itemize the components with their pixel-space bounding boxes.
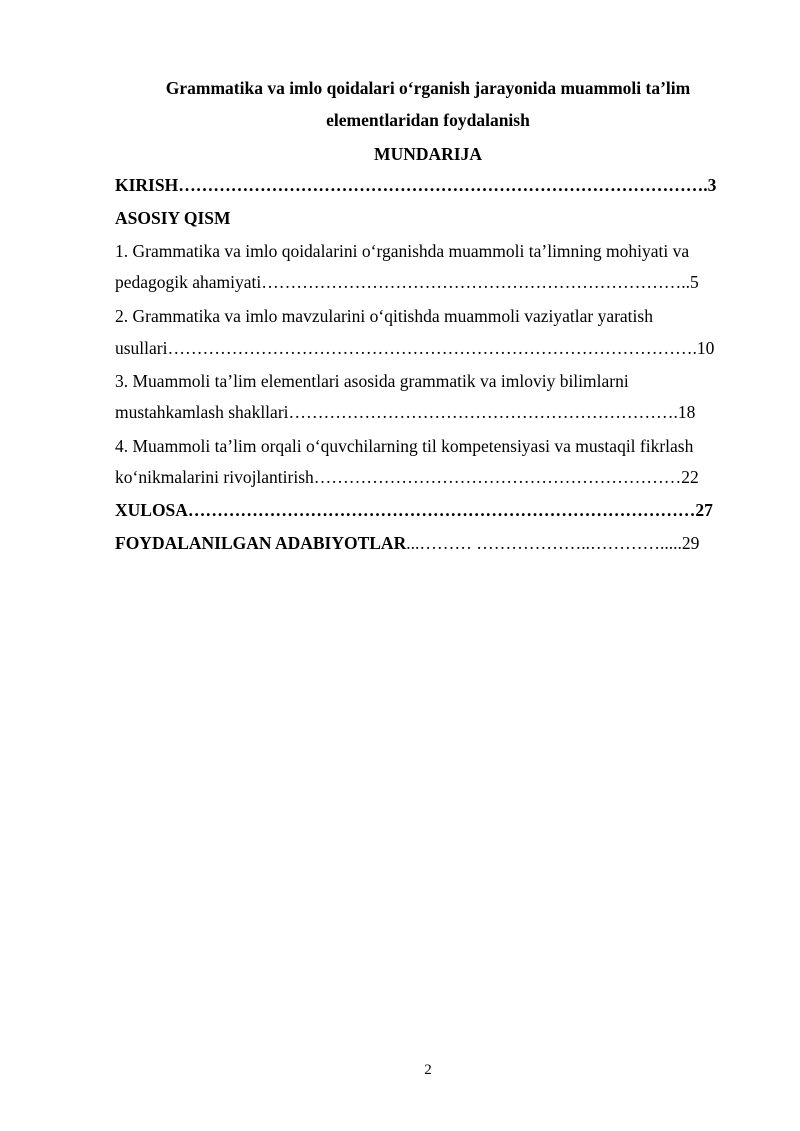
toc-entry-2-line-2: usullari……………………………………………………………………………….10 — [115, 338, 715, 358]
toc-entry-4-line-2: ko‘nikmalarini rivojlantirish………………………………………………………22 — [115, 467, 699, 487]
toc-references-dots: ...……… ………………..………….....29 — [406, 533, 700, 553]
toc-entry-3-line-1: 3. Muammoli ta’lim elementlari asosida grammatik va imloviy bilimlarni — [115, 371, 629, 391]
document-title — [100, 72, 756, 136]
toc-references-label: FOYDALANILGAN ADABIYOTLAR — [115, 533, 407, 553]
toc-section-main: ASOSIY QISM — [115, 208, 231, 228]
toc-entry-intro: KIRISH……………………………………………………………………………….3 — [115, 175, 717, 195]
toc-entry-4-line-1: 4. Muammoli ta’lim orqali o‘quvchilarning til kompetensiyasi va mustaqil fikrlash — [115, 436, 694, 456]
toc-entry-1-line-2: pedagogik ahamiyati………………………………………………………………..5 — [115, 272, 699, 292]
toc-heading: MUNDARIJA — [374, 144, 482, 164]
toc-entry-conclusion: XULOSA……………………………………………………………………………27 — [115, 500, 713, 520]
toc-entry-references — [115, 531, 699, 555]
toc-entry-2-line-1: 2. Grammatika va imlo mavzularini o‘qitishda muammoli vaziyatlar yaratish — [115, 306, 653, 326]
title-line-2: elementlaridan foydalanish — [326, 110, 530, 130]
page-number: 2 — [424, 1062, 432, 1078]
toc-entry-1-line-1: 1. Grammatika va imlo qoidalarini o‘rganishda muammoli ta’limning mohiyati va — [115, 241, 690, 261]
toc-entry-3-line-2: mustahkamlash shakllari………………………………………………………….18 — [115, 402, 696, 422]
title-line-1: Grammatika va imlo qoidalari o‘rganish jarayonida muammoli ta’lim — [165, 78, 691, 98]
